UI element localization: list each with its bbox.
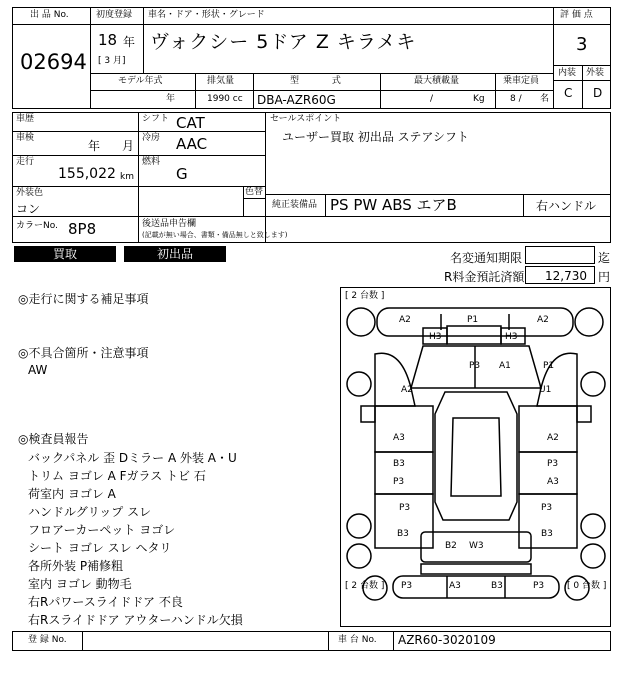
mark-left-rear-door-b: P3	[393, 477, 405, 487]
name-change-box	[525, 246, 595, 264]
defects-value: AW	[28, 363, 48, 377]
shift-label: シフト	[142, 114, 170, 124]
model-code-label: 型 式	[290, 76, 341, 86]
report-line: 右Rスライドドア アウターハンドル欠損	[28, 613, 243, 627]
color-change-label: 色替	[245, 187, 264, 197]
recycle-unit: 円	[598, 270, 611, 284]
name-change-unit: 迄	[598, 251, 611, 265]
capacity-value: 8 /	[510, 94, 522, 104]
fuel-label: 燃料	[142, 157, 161, 167]
equipment-value: PS PW ABS エアB	[330, 196, 457, 214]
max-load-unit: Kg	[473, 94, 485, 104]
mark-right-fender: U1	[539, 385, 552, 395]
mark-backdoor-left: B2	[445, 541, 457, 551]
mark-hood-left: P3	[469, 361, 481, 371]
interior-grade: C	[564, 86, 573, 100]
report-line: バックパネル 歪 Dミラー A 外装 A・U	[28, 451, 237, 465]
car-name: ヴォクシー 5ドア Z キラメキ	[150, 31, 417, 53]
mark-headlight-left: H3	[429, 332, 442, 342]
name-change-label: 名変通知期限	[450, 251, 523, 265]
model-code: DBA-AZR60G	[257, 93, 336, 107]
exterior-color: コン	[16, 202, 41, 216]
first-reg-year: 18	[98, 31, 118, 49]
lot-number: 02694	[20, 50, 87, 74]
sales-point-label: セールスポイント	[270, 114, 342, 124]
ac-label: 冷房	[142, 133, 161, 143]
inspection-month: 月	[122, 139, 135, 153]
front-damage-count: [ 2 台数 ]	[345, 291, 385, 301]
car-diagram	[340, 287, 611, 627]
recycle-value: 12,730	[545, 269, 587, 283]
model-year-label: モデル年式	[118, 76, 163, 86]
post-delivery-label: 後送品申告欄	[142, 219, 197, 229]
shift-value: CAT	[176, 114, 205, 132]
mark-rear-bumper-center-a: A3	[449, 581, 461, 591]
mark-rear-bumper-right: P3	[533, 581, 545, 591]
first-reg-month: [ 3 月]	[98, 56, 126, 66]
mark-right-front-door: A2	[547, 433, 559, 443]
recycle-label: R料金預託済額	[444, 270, 525, 284]
footer-block	[12, 631, 611, 651]
report-line: シート ヨゴレ スレ ヘタリ	[28, 541, 172, 555]
buyback-badge: 買取	[14, 246, 116, 262]
registration-label: 登 録 No.	[28, 635, 67, 645]
car-name-label: 車名・ドア・形状・グレード	[148, 10, 265, 20]
mark-backdoor-right: W3	[469, 541, 484, 551]
inspector-report-label: ◎検査員報告	[18, 432, 89, 446]
mileage-label: 走行	[16, 157, 35, 167]
mark-left-fender: A2	[401, 385, 413, 395]
equipment-label: 純正装備品	[272, 200, 318, 210]
report-line: 右Rパワースライドドア 不良	[28, 595, 183, 609]
post-delivery-note: (記載が無い場合、書類・備品無しと致します)	[142, 231, 288, 239]
fuel-value: G	[176, 165, 188, 183]
report-line: 室内 ヨゴレ 動物毛	[28, 577, 132, 591]
mark-left-rear-door-a: B3	[393, 459, 405, 469]
capacity-unit: 名	[540, 94, 550, 104]
report-line: 荷室内 ヨゴレ A	[28, 487, 116, 501]
capacity-label: 乗車定員	[503, 76, 540, 86]
displacement-label: 排気量	[207, 76, 235, 86]
exterior-color-label: 外装色	[16, 188, 44, 198]
first-listing-badge: 初出品	[124, 246, 226, 262]
mark-right-quarter-b: B3	[541, 529, 553, 539]
report-line: フロアーカーペット ヨゴレ	[28, 523, 176, 537]
mileage-value: 155,022	[58, 166, 116, 182]
mark-front-bumper-right: A2	[537, 315, 549, 325]
interior-label: 内装	[558, 68, 577, 78]
first-reg-label: 初度登録	[96, 10, 133, 20]
rating-label: 評 価 点	[560, 10, 593, 20]
mark-rear-bumper-left: P3	[401, 581, 413, 591]
mark-front-bumper-center: P1	[467, 315, 479, 325]
exterior-grade: D	[593, 86, 603, 100]
first-reg-year-unit: 年	[123, 35, 136, 49]
rear-left-damage-count: [ 2 台数 ]	[345, 581, 385, 591]
report-line: 各所外装 P補修粗	[28, 559, 124, 573]
history-label: 車歴	[16, 114, 35, 124]
color-no-label: カラーNo.	[16, 221, 58, 231]
inspection-year: 年	[88, 139, 101, 153]
mark-right-quarter-a: P3	[541, 503, 553, 513]
mark-hood-right: A1	[499, 361, 511, 371]
mark-front-bumper-left: A2	[399, 315, 411, 325]
mark-left-quarter-a: P3	[399, 503, 411, 513]
color-no-value: 8P8	[68, 220, 97, 238]
steering-value: 右ハンドル	[536, 199, 597, 213]
lot-number-label: 出 品 No.	[30, 10, 69, 20]
mark-left-quarter-b: B3	[397, 529, 409, 539]
chassis-label: 車 台 No.	[338, 635, 377, 645]
chassis-number: AZR60-3020109	[398, 633, 496, 647]
defects-label: ◎不具合箇所・注意事項	[18, 346, 149, 360]
report-line: トリム ヨゴレ A Fガラス トビ 石	[28, 469, 206, 483]
mileage-unit: km	[120, 172, 134, 182]
rear-right-damage-count: [ 0 台数 ]	[567, 581, 607, 591]
max-load-label: 最大積載量	[414, 76, 460, 86]
mark-headlight-right: H3	[505, 332, 518, 342]
mark-right-rear-door-b: A3	[547, 477, 559, 487]
mark-rear-bumper-center-b: B3	[491, 581, 503, 591]
model-year-value: 年	[166, 94, 176, 104]
mark-right-rear-door-a: P3	[547, 459, 559, 469]
max-load-value: /	[430, 94, 434, 104]
ac-value: AAC	[176, 135, 208, 153]
rating-value: 3	[576, 34, 588, 55]
sales-point: ユーザー買取 初出品 ステアシフト	[282, 130, 469, 144]
report-line: ハンドルグリップ スレ	[28, 505, 152, 519]
exterior-label: 外装	[586, 68, 605, 78]
driving-notes-label: ◎走行に関する補足事項	[18, 292, 149, 306]
inspection-label: 車検	[16, 133, 35, 143]
mark-right-fender-top: P1	[543, 361, 555, 371]
car-outline	[341, 288, 610, 626]
mark-left-front-door: A3	[393, 433, 405, 443]
displacement-value: 1990 cc	[207, 94, 243, 104]
